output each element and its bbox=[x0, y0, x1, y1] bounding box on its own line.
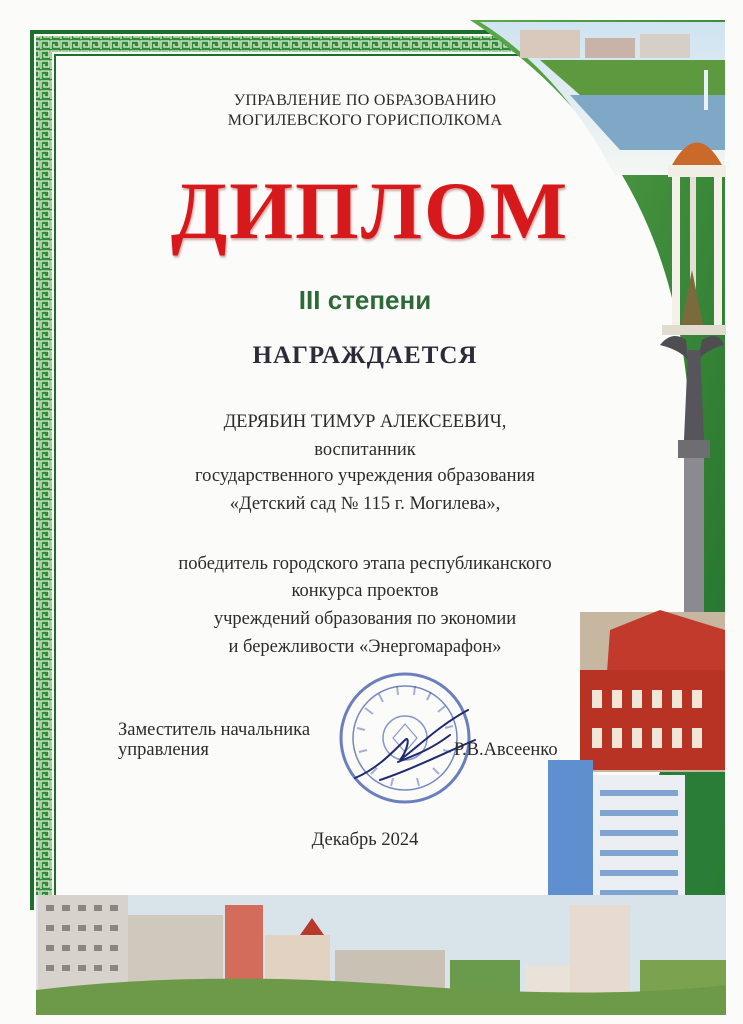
achievement-line3: учреждений образования по экономии bbox=[213, 609, 517, 629]
awarded-heading: НАГРАЖДАЕТСЯ bbox=[252, 342, 478, 369]
organization-name-line1: УПРАВЛЕНИЕ ПО ОБРАЗОВАНИЮ bbox=[233, 92, 497, 109]
recipient-institution-type: государственного учреждения образования bbox=[195, 466, 535, 486]
recipient-institution-name: «Детский сад № 115 г. Могилева», bbox=[229, 494, 501, 514]
diploma-title: ДИПЛОМ bbox=[170, 165, 570, 256]
diploma-degree: III степени bbox=[298, 285, 432, 315]
achievement-line1: победитель городского этапа республиканского bbox=[178, 554, 552, 574]
achievement-line2: конкурса проектов bbox=[291, 581, 439, 601]
recipient-status: воспитанник bbox=[314, 440, 416, 460]
city-panorama-photo bbox=[36, 895, 726, 1015]
organization-name-line2: МОГИЛЕВСКОГО ГОРИСПОЛКОМА bbox=[227, 112, 503, 129]
signer-position-line1: Заместитель начальника bbox=[118, 720, 311, 740]
signer-name: Р.В.Авсеенко bbox=[454, 740, 558, 760]
achievement-line4: и бережливости «Энергомарафон» bbox=[228, 637, 502, 657]
recipient-name: ДЕРЯБИН ТИМУР АЛЕКСЕЕВИЧ, bbox=[223, 412, 507, 432]
issue-date: Декабрь 2024 bbox=[311, 830, 419, 850]
signer-position-line2: управления bbox=[118, 740, 209, 760]
theatre-photo bbox=[580, 610, 725, 772]
